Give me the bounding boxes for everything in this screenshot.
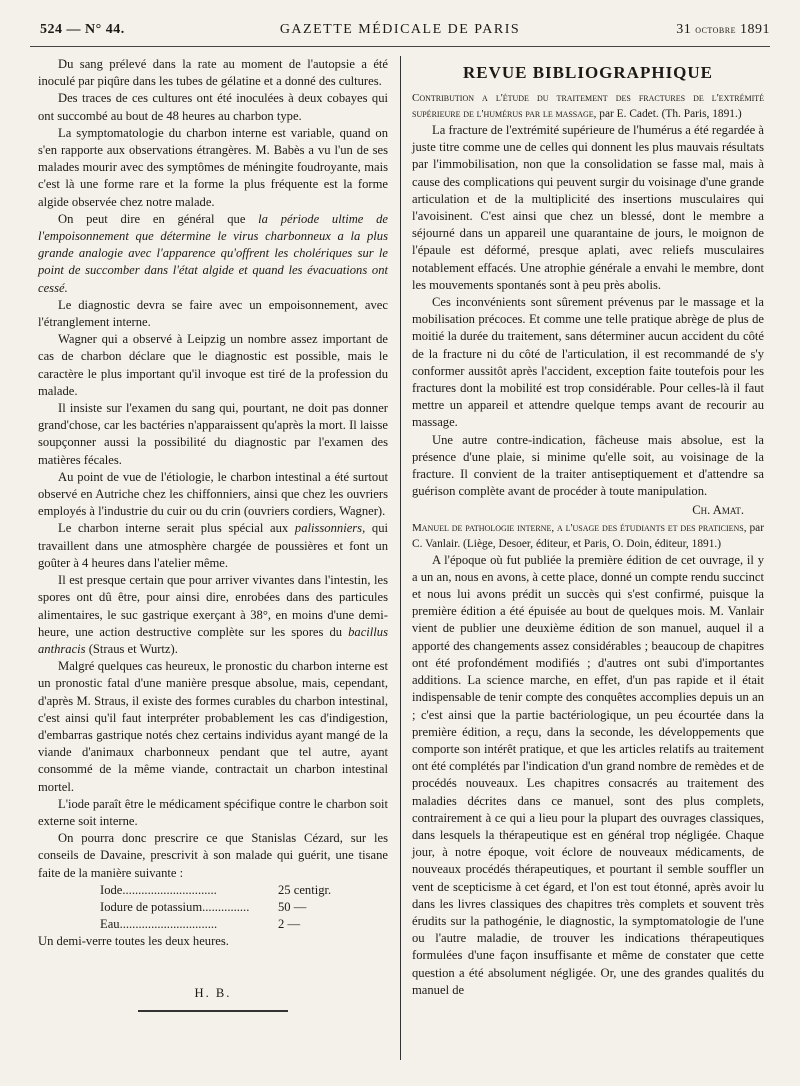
formula-row: Eau............................... 2 —	[100, 917, 301, 932]
paragraph: Des traces de ces cultures ont été inoculées à deux cobayes qui ont succombé au bout de 48 heures au charbon type.	[38, 91, 388, 123]
right-column	[412, 56, 764, 999]
paragraph: L'iode paraît être le médicament spécifique contre le charbon soit externe soit interne.	[38, 796, 388, 828]
column-divider	[400, 56, 401, 1060]
paragraph: On pourra donc prescrire ce que Stanislas Cézard, sur les conseils de Davaine, prescrivit à son malade qui guérit, une tisane faite de la manière suivante :	[38, 831, 388, 880]
left-column	[38, 56, 388, 1012]
author-signature: H. B.	[194, 985, 232, 1000]
paragraph: Malgré quelques cas heureux, le pronostic du charbon interne est un pronostic fatal d'une manière presque absolue, mais, cependant, d'après M. Straus, il existe des formes curables du charbon intestinal, c'est ainsi qu'il faut interpréter probablement les cas d'indigestion, d'embarras gastrique notés chez certains individus ayant mangé de la viande d'animaux charbonneux pendant que tel autre, ayant consommé de la même viande, contractait un charbon intestinal mortel.	[38, 659, 388, 794]
section-title: REVUE BIBLIOGRAPHIQUE	[462, 63, 714, 82]
bibliography-entry: Manuel de pathologie interne, a l'usage des étudiants et des praticiens, par C. Vanlair. (Liège, Desoer, éditeur, et Paris, O. Doin, éditeur, 1891.)	[412, 521, 764, 550]
page-header	[30, 22, 770, 44]
paragraph: Une autre contre-indication, fâcheuse mais absolue, est la présence d'une plaie, si minime qu'elle soit, au voisinage de la fracture. Il convient de la traiter antiseptiquement et d'attendre sa guérison complète avant de procéder à toute manipulation.	[412, 432, 764, 499]
paragraph: Le diagnostic devra se faire avec un empoisonnement, avec l'étranglement interne.	[38, 297, 388, 330]
paragraph: Il insiste sur l'examen du sang qui, pourtant, ne doit pas donner grand'chose, car les bactéries n'apparaissent qu'après la mort. Il laisse soupçonner aussi la possibilité du diagnostic par l'examen des matières fécales.	[38, 401, 388, 467]
paragraph: Il est presque certain que pour arriver vivantes dans l'intestin, les spores ont dû être, pour ainsi dire, enrobées dans des particules alimentaires, le suc gastrique exerçant à 38°, en moins d'une demi-heure, une action destructive complète sur les spores du bacillus anthracis (Straus et Wurtz).	[38, 573, 388, 656]
paragraph: Le charbon interne serait plus spécial aux palissonniers, qui travaillent dans une atmosphère chargée de poussières et font un goûter à 4 heures dans l'atelier même.	[38, 521, 388, 570]
formula-row: Iode.............................. 25 centigr.	[100, 882, 332, 897]
paragraph: Ces inconvénients sont sûrement prévenus par le massage et la mobilisation précoces. Et comme une telle pratique abrège de plus de moitié la durée du traitement, sans déterminer aucun accident du côté de la fracture ni du côté de l'articulation, il est recommandé de s'y conformer aussitôt après l'accident, exception faite toutefois pour les fractures dont la mobilité est trop considérable. Pour celles-là il faut mettre un appareil et attendre quelque temps avant de recourir au massage.	[412, 295, 764, 430]
paragraph: La fracture de l'extrémité supérieure de l'humérus a été regardée à juste titre comme une de celles qui donnent les plus mauvais résultats par l'immobilisation, non que la consolidation se fasse mal, mais à cause des complications qui peuvent surgir du voisinage d'une grande articulation et de la multiplicité des insertions musculaires qui l'avoisinent. C'est ainsi que chez un blessé, dont le membre a séjourné dans un appareil une quarantaine de jours, le moignon de l'épaule est déformé, presque aplati, avec reliefs musculaires notablement effacés. Une atrophie générale a envahi le membre, dont les mouvements spontanés sont à peu près abolis.	[412, 123, 764, 292]
formula-row: Iodure de potassium............... 50 —	[100, 899, 307, 914]
paragraph: La symptomatologie du charbon interne est variable, quand on s'en rapporte aux observations étrangères. M. Babès a vu l'un de ses malades mourir avec des symptômes de méningite foudroyante, mais c'est là une forme rare et la forme la plus fréquente est la forme algide observée chez notre malade.	[38, 125, 388, 209]
paragraph: Au point de vue de l'étiologie, le charbon intestinal a été surtout observé en Autriche chez les chiffonniers, ainsi que chez les ouvriers employés à l'industrie du cuir ou du crin (ouvriers cordiers, Wagner).	[38, 469, 388, 519]
bibliography-entry: Contribution a l'étude du traitement des fractures de l'extrémité supérieure de l'humérus par le massage, par E. Cadet. (Th. Paris, 1891.)	[412, 92, 764, 120]
end-rule	[138, 1010, 288, 1012]
prescription-formula	[38, 882, 388, 934]
reviewer-signature: Ch. Amat.	[692, 503, 744, 518]
paragraph: Wagner qui a observé à Leipzig un nombre assez important de cas de charbon déclare que le diagnostic est possible, mais le caractère le plus important qu'il invoque est tiré de la profession du malade.	[38, 332, 388, 398]
paragraph: On peut dire en général que la période ultime de l'empoisonnement que détermine le virus charbonneux a la plus grande analogie avec l'apparence qu'offrent les cholériques sur le point de succomber dans l'état algide et quand les évacuations ont cessé.	[38, 211, 388, 295]
journal-title: GAZETTE MÉDICALE DE PARIS	[279, 22, 521, 37]
paragraph: A l'époque où fut publiée la première édition de cet ouvrage, il y a un an, nous en avons, à cette place, donné un compte rendu succinct et nous lui avons prédit un succès qui s'est confirmé, puisque la première édition a été épuisée au bout de quelques mois. M. Vanlair vient de publier une deuxième édition de son manuel, auquel il a apporté des changements assez considérables ; beaucoup de chapitres ont été profondément modifiés ; d'autres ont subi d'importantes additions. La science marche, en effet, d'un pas rapide et il était indispensable de tenir compte des conquêtes accomplies depuis un an ; c'est ainsi que la partie bactériologique, un peu écourtée dans la première édition, a reçu, dans la seconde, les développements que comporte son intérêt pratique, et que les articles relatifs au traitement ont été complétés par l'indication d'un grand nombre de remèdes et de procédés nouveaux. Les chapitres consacrés au traitement des maladies décrites dans ce manuel, sont des plus complets, contrairement à ce qui a lieu pour la plupart des ouvrages classiques, dans lesquels la thérapeutique est en général trop négligée. Chaque jour, à notre époque, voit éclore de nouveaux médicaments, de nouveaux procédés thérapeutiques, et pourtant il semble souffler un vent de scepticisme à cet égard, et l'on est tout étonné, après avoir lu dans les livres classiques des chapitres très complets et souvent très érudits sur la pathogénie, le diagnostic, la symptomatologie de l'une ou l'autre maladie, de trouver les indications thérapeutiques formulées d'une façon insuffisante et même de constater que cette question a été absolument négligée. Or, une des grandes qualités du manuel de	[412, 552, 764, 997]
paragraph: Du sang prélevé dans la rate au moment de l'autopsie a été inoculé par piqûre dans les tubes de gélatine et a donné des cultures.	[38, 57, 388, 89]
header-rule	[30, 46, 770, 47]
issue-date: 31 octobre 1891	[676, 22, 770, 37]
paragraph: Un demi-verre toutes les deux heures.	[38, 934, 229, 949]
page-number: 524 — N° 44.	[40, 22, 125, 37]
